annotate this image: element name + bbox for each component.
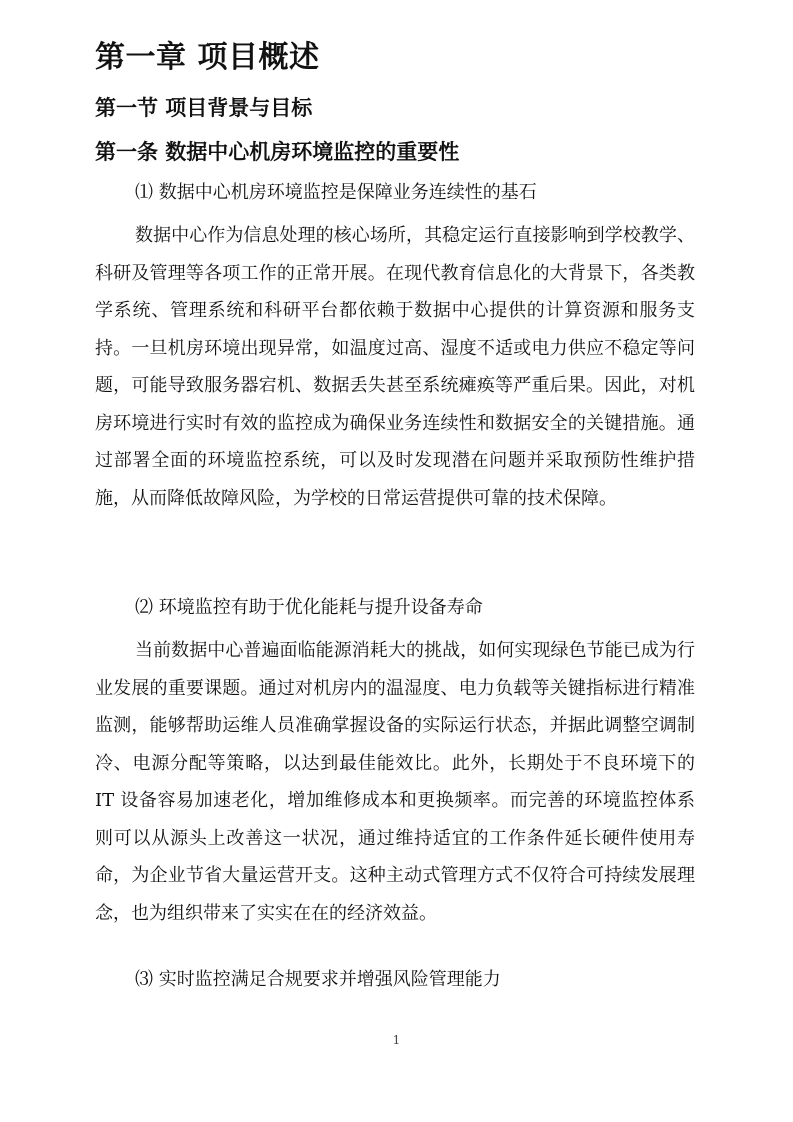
chapter-title: 第一章 项目概述: [95, 40, 320, 75]
item-heading-2: ⑵ 环境监控有助于优化能耗与提升设备寿命: [135, 597, 483, 618]
body-paragraph-1: 数据中心作为信息处理的核心场所，其稳定运行直接影响到学校教学、科研及管理等各项工作的正常开展。在现代教育信息化的大背景下，各类教学系统、管理系统和科研平台都依赖于数据中心提供的计算资源和服务支持。一旦机房环境出现异常，如温度过高、湿度不适或电力供应不稳定等问题，可能导致服务器宕机、数据丢失甚至系统瘫痪等严重后果。因此，对机房环境进行实时有效的监控成为确保业务连续性和数据安全的关键措施。通过部署全面的环境监控系统，可以及时发现潜在问题并采取预防性维护措施，从而降低故障风险，为学校的日常运营提供可靠的技术保障。: [95, 225, 695, 509]
body-paragraph-2: 当前数据中心普遍面临能源消耗大的挑战，如何实现绿色节能已成为行业发展的重要课题。通过对机房内的温湿度、电力负载等关键指标进行精准监测，能够帮助运维人员准确掌握设备的实际运行状态，并据此调整空调制冷、电源分配等策略，以达到最佳能效比。此外，长期处于不良环境下的 IT 设备容易加速老化，增加维修成本和更换频率。而完善的环境监控体系则可以从源头上改善这一状况，通过维持适宜的工作条件延长硬件使用寿命，为企业节省大量运营开支。这种主动式管理方式不仅符合可持续发展理念，也为组织带来了实实在在的经济效益。: [95, 640, 695, 924]
article-title: 第一条 数据中心机房环境监控的重要性: [95, 139, 460, 164]
item-heading-1: ⑴ 数据中心机房环境监控是保障业务连续性的基石: [135, 182, 537, 203]
item-heading-3: ⑶ 实时监控满足合规要求并增强风险管理能力: [135, 969, 501, 990]
page-number: 1: [392, 1033, 401, 1047]
section-title: 第一节 项目背景与目标: [95, 95, 313, 120]
